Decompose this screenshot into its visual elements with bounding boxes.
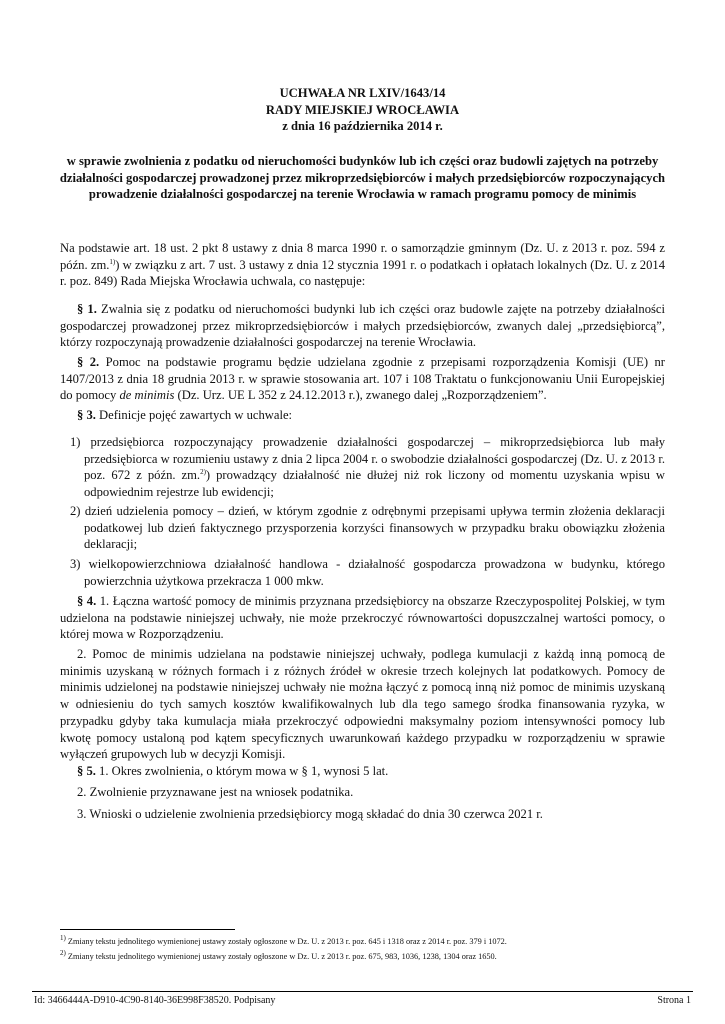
resolution-number: UCHWAŁA NR LXIV/1643/14 <box>279 86 446 100</box>
council-name: RADY MIEJSKIEJ WROCŁAWIA <box>265 102 460 117</box>
document-id: Id: 3466444A-D910-4C90-8140-36E998F38520. Podpisany <box>34 995 276 1006</box>
preamble: Na podstawie art. 18 ust. 2 pkt 8 ustawy z dnia 8 marca 1990 r. o samorządzie gminnym (Dz. U. z 2013 r. poz. 594 z późn. zm.$^{1)}$) w związku z art. 7 ust. 3 ustawy z dnia 12 stycznia 1991 r. o podatkach i opłatach lokalnych (Dz. U. z 2014 r. poz. 849) Rada Miejska Wrocławia uchwala, co następuje: <box>60 241 665 289</box>
section-5-mark: § 5. <box>77 764 96 778</box>
page-number: Strona 1 <box>657 995 691 1006</box>
resolution-header <box>40 85 685 135</box>
section-3: § 3. Definicje pojęć zawartych w uchwale: <box>77 408 293 422</box>
section-4: § 4. 1. Łączna wartość pomocy de minimis przyznana przedsiębiorcy na obszarze Rzeczypospolitej Polskiej, w tym udzielona na podstawie niniejszej uchwały, nie może przekroczyć równowartości dopuszczalnej wartości pomocy, o której mowa w Rozporządzeniu. <box>60 594 665 642</box>
definition-item-2: 2) dzień udzielenia pomocy – dzień, w którym zgodnie z odrębnymi przepisami upływa termin złożenia deklaracji podatkowej lub dzień faktycznego przysporzenia korzyści finansowych w przypadku braku obowiązku złożenia deklaracji; <box>70 504 665 552</box>
resolution-subject: w sprawie zwolnienia z podatku od nieruchomości budynków lub ich części oraz budowli zajętych na potrzeby działalności gospodarczej prowadzonej przez mikroprzedsiębiorców i małych przedsiębiorców rozpoczynających prowadzenie działalności gospodarczej na terenie Wrocławia w ramach programu pomocy de minimis <box>59 154 666 201</box>
section-2-mark: § 2. <box>77 355 100 369</box>
section-1-mark: § 1. <box>77 302 97 316</box>
section-1: § 1. Zwalnia się z podatku od nieruchomości budynki lub ich części oraz budowle zajęte na potrzeby działalności gospodarczej prowadzonej przez mikroprzedsiębiorców i małych przedsiębiorców, zwanych dalej „przedsiębiorcą”, którzy rozpoczynają prowadzenie działalności gospodarczej na terenie Wrocławia. <box>60 302 665 350</box>
footnote-divider <box>60 929 235 930</box>
section-3-mark: § 3. <box>77 408 96 422</box>
definition-item-1: 1) przedsiębiorca rozpoczynający prowadzenie działalności gospodarczej – mikroprzedsiębiorca lub mały przedsiębiorca w rozumieniu ustawy z dnia 2 lipca 2004 r. o swobodzie działalności gospodarczej (Dz. U. z 2013 r. poz. 672 z późn. zm.$^{2)}$) prowadzący działalność nie dłużej niż rok liczony od momentu uzyskania wpisu w odpowiednim rejestrze lub ewidencji; <box>70 435 665 500</box>
footnote-1: $^{1)}$ Zmiany tekstu jednolitego wymienionej ustawy zostały ogłoszone w Dz. U. z 2013 r. poz. 645 i 1318 oraz z 2014 r. poz. 379 i 1072. <box>60 934 507 946</box>
footer-divider <box>32 991 693 992</box>
section-5-paragraph-3: 3. Wnioski o udzielenie zwolnienia przedsiębiorcy mogą składać do dnia 30 czerwca 2021 r. <box>77 807 543 821</box>
footnote-2: $^{2)}$ Zmiany tekstu jednolitego wymienionej ustawy zostały ogłoszone w Dz. U. z 2013 r. poz. 675, 983, 1036, 1238, 1304 oraz 1650. <box>60 949 497 961</box>
section-4-mark: § 4. <box>77 594 97 608</box>
section-4-paragraph-2: 2. Pomoc de minimis udzielana na podstawie niniejszej uchwały, podlega kumulacji z każdą inną pomocą de minimis uzyskaną w różnych formach i z różnych źródeł w okresie trzech kolejnych lat podatkowych. Pomocy de minimis udzielonej na podstawie niniejszej uchwały nie można łączyć z pomocą inną niż pomoc de minimis uzyskaną w odniesieniu do tych samych kosztów kwalifikowalnych lub dla tego samego środka finansowania ryzyka, w przypadku gdyby taka kumulacja miała przekroczyć odpowiedni maksymalny poziom intensywności pomocy lub kwotę pomocy ustaloną pod kątem specyficznych uwarunkowań każdego przypadku w rozporządzeniu w sprawie wyłączeń grupowych lub w decyzji Komisji. <box>60 647 665 762</box>
section-2: § 2. Pomoc na podstawie programu będzie udzielana zgodnie z przepisami rozporządzenia Komisji (UE) nr 1407/2013 z dnia 18 grudnia 2013 r. w sprawie stosowania art. 107 i 108 Traktatu o funkcjonowaniu Unii Europejskiej do pomocy de minimis (Dz. Urz. UE L 352 z 24.12.2013 r.), zwanego dalej „Rozporządzeniem”. <box>60 355 665 403</box>
section-5: § 5. 1. Okres zwolnienia, o którym mowa w § 1, wynosi 5 lat. <box>77 764 389 778</box>
resolution-date: z dnia 16 października 2014 r. <box>282 119 443 133</box>
definition-item-3: 3) wielkopowierzchniowa działalność handlowa - działalność gospodarcza prowadzona w budynku, którego powierzchnia użytkowa przekracza 1 000 mkw. <box>70 557 665 588</box>
section-5-paragraph-2: 2. Zwolnienie przyznawane jest na wniosek podatnika. <box>77 785 354 799</box>
